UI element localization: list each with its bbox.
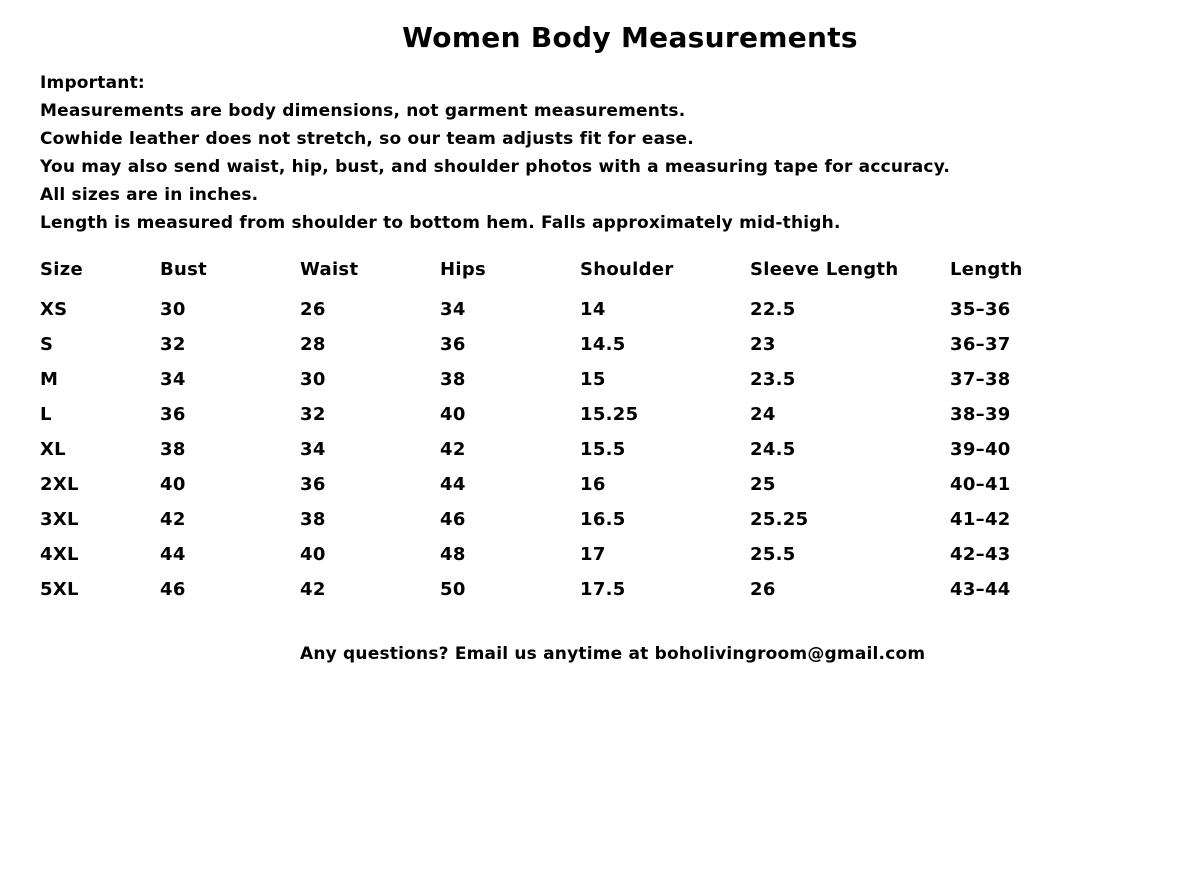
cell-hips: 46 [440, 509, 466, 530]
cell-size: 3XL [40, 509, 79, 530]
cell-waist: 36 [300, 474, 326, 495]
cell-hips: 50 [440, 579, 466, 600]
cell-length: 41–42 [950, 509, 1011, 530]
cell-waist: 28 [300, 334, 326, 355]
column-header-length: Length [950, 259, 1023, 280]
cell-length: 35–36 [950, 299, 1011, 320]
cell-waist: 26 [300, 299, 326, 320]
cell-shoulder: 15.25 [580, 404, 639, 425]
cell-waist: 38 [300, 509, 326, 530]
cell-length: 39–40 [950, 439, 1011, 460]
cell-hips: 44 [440, 474, 466, 495]
cell-bust: 42 [160, 509, 186, 530]
column-header-bust: Bust [160, 259, 208, 280]
cell-bust: 38 [160, 439, 186, 460]
cell-bust: 34 [160, 369, 186, 390]
cell-size: L [40, 404, 52, 425]
cell-shoulder: 14 [580, 299, 606, 320]
cell-length: 36–37 [950, 334, 1011, 355]
cell-hips: 42 [440, 439, 466, 460]
cell-hips: 36 [440, 334, 466, 355]
cell-waist: 30 [300, 369, 326, 390]
cell-bust: 46 [160, 579, 186, 600]
cell-shoulder: 17.5 [580, 579, 626, 600]
cell-sleeve-length: 25.25 [750, 509, 809, 530]
column-header-sleeve-length: Sleeve Length [750, 259, 899, 280]
note-send-photos: You may also send waist, hip, bust, and shoulder photos with a measuring tape for accuracy. [40, 157, 951, 177]
note-leather-fit: Cowhide leather does not stretch, so our team adjusts fit for ease. [40, 129, 694, 149]
cell-waist: 34 [300, 439, 326, 460]
column-header-hips: Hips [440, 259, 487, 280]
cell-size: 4XL [40, 544, 79, 565]
column-header-waist: Waist [300, 259, 359, 280]
cell-length: 40–41 [950, 474, 1011, 495]
column-header-shoulder: Shoulder [580, 259, 674, 280]
note-important-heading: Important: [40, 73, 145, 93]
cell-shoulder: 14.5 [580, 334, 626, 355]
note-units: All sizes are in inches. [40, 185, 259, 205]
cell-hips: 38 [440, 369, 466, 390]
cell-sleeve-length: 23 [750, 334, 776, 355]
cell-waist: 40 [300, 544, 326, 565]
page-title: Women Body Measurements [402, 21, 858, 54]
cell-length: 42–43 [950, 544, 1011, 565]
cell-shoulder: 16.5 [580, 509, 626, 530]
cell-sleeve-length: 23.5 [750, 369, 796, 390]
cell-size: XS [40, 299, 68, 320]
cell-size: XL [40, 439, 66, 460]
cell-waist: 32 [300, 404, 326, 425]
notes-section [40, 69, 950, 237]
cell-hips: 34 [440, 299, 466, 320]
cell-hips: 48 [440, 544, 466, 565]
cell-shoulder: 15 [580, 369, 606, 390]
cell-shoulder: 16 [580, 474, 606, 495]
cell-bust: 40 [160, 474, 186, 495]
cell-size: 5XL [40, 579, 79, 600]
cell-size: S [40, 334, 54, 355]
cell-bust: 36 [160, 404, 186, 425]
cell-sleeve-length: 26 [750, 579, 776, 600]
cell-length: 43–44 [950, 579, 1011, 600]
cell-size: 2XL [40, 474, 79, 495]
cell-hips: 40 [440, 404, 466, 425]
cell-shoulder: 17 [580, 544, 606, 565]
cell-sleeve-length: 22.5 [750, 299, 796, 320]
contact-note: Any questions? Email us anytime at boholivingroom@gmail.com [300, 644, 926, 664]
cell-shoulder: 15.5 [580, 439, 626, 460]
note-body-dimensions: Measurements are body dimensions, not garment measurements. [40, 101, 686, 121]
note-length-definition: Length is measured from shoulder to bottom hem. Falls approximately mid-thigh. [40, 213, 841, 233]
cell-sleeve-length: 24 [750, 404, 776, 425]
cell-size: M [40, 369, 59, 390]
cell-bust: 32 [160, 334, 186, 355]
cell-sleeve-length: 24.5 [750, 439, 796, 460]
cell-length: 38–39 [950, 404, 1011, 425]
cell-length: 37–38 [950, 369, 1011, 390]
cell-sleeve-length: 25 [750, 474, 776, 495]
column-header-size: Size [40, 259, 84, 280]
cell-sleeve-length: 25.5 [750, 544, 796, 565]
cell-bust: 44 [160, 544, 186, 565]
cell-bust: 30 [160, 299, 186, 320]
cell-waist: 42 [300, 579, 326, 600]
